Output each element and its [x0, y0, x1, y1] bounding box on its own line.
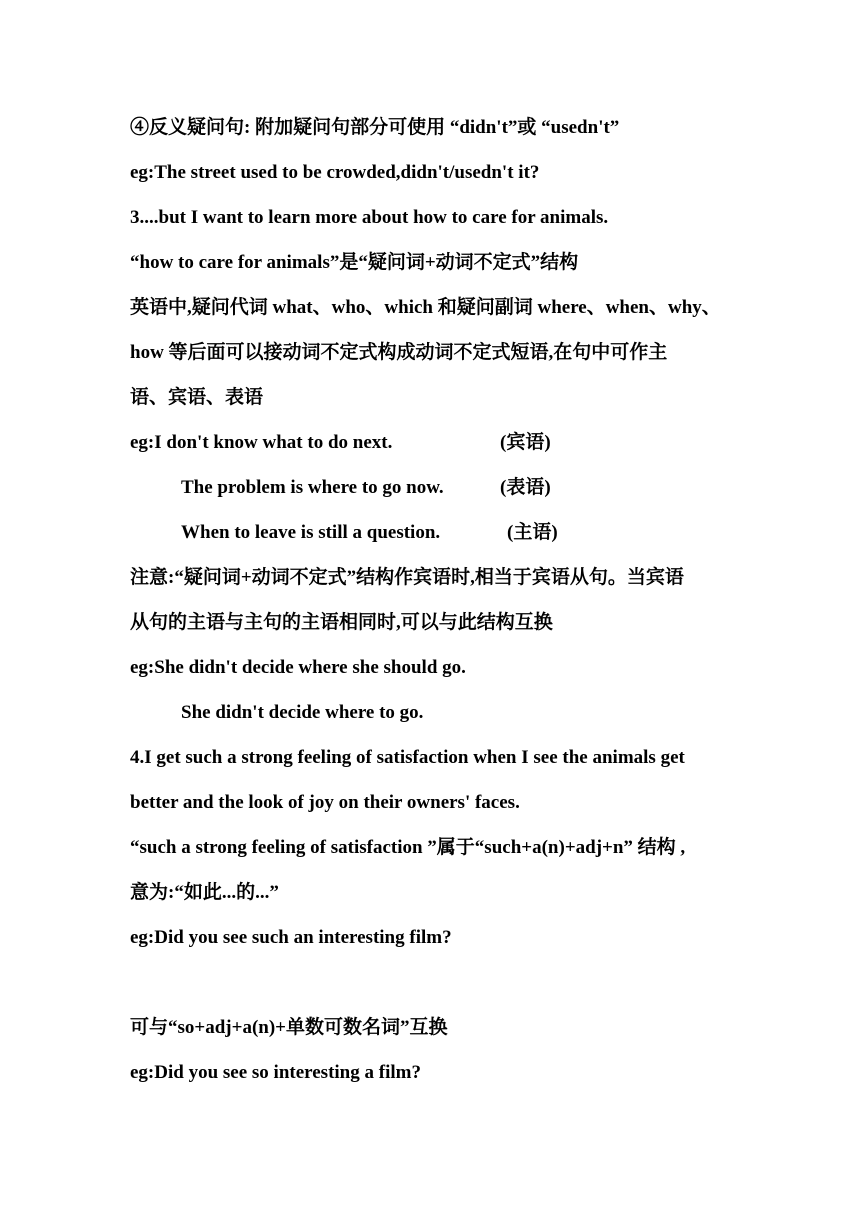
text-line-heading-4a: 4.I get such a strong feeling of satisfaction when I see the animals get: [130, 747, 685, 768]
text-line-example-clause: eg:She didn't decide where she should go.: [130, 657, 466, 678]
text-line-so-structure: 可与“so+adj+a(n)+单数可数名词”互换: [130, 1017, 448, 1038]
text-line-example-such: eg:Did you see such an interesting film?: [130, 927, 452, 948]
text-line-such-structure: “such a strong feeling of satisfaction ”属于“such+a(n)+adj+n” 结构 ,: [130, 837, 686, 858]
text-line-explanation-3: 语、宾语、表语: [130, 387, 264, 408]
text-line-note-1: 注意:“疑问词+动词不定式”结构作宾语时,相当于宾语从句。当宾语: [130, 567, 684, 588]
text-line-tag-question: ④反义疑问句: 附加疑问句部分可使用 “didn't”或 “usedn't”: [130, 117, 620, 138]
text-line-explanation-1: 英语中,疑问代词 what、who、which 和疑问副词 where、when、why、: [130, 297, 721, 318]
text-line-example-so: eg:Did you see so interesting a film?: [130, 1062, 421, 1083]
text-line-structure: “how to care for animals”是“疑问词+动词不定式”结构: [130, 252, 579, 273]
text-line-example-predicative: The problem is where to go now.: [181, 477, 444, 498]
text-line-heading-4b: better and the look of joy on their owners' faces.: [130, 792, 520, 813]
note-predicative: (表语): [500, 477, 551, 498]
text-line-example-infinitive: She didn't decide where to go.: [181, 702, 424, 723]
text-line-example-object: eg:I don't know what to do next.: [130, 432, 393, 453]
text-line-example-subject: When to leave is still a question.: [181, 522, 441, 543]
text-line-example-1: eg:The street used to be crowded,didn't/usedn't it?: [130, 162, 540, 183]
text-line-heading-3: 3....but I want to learn more about how to care for animals.: [130, 207, 609, 228]
text-line-explanation-2: how 等后面可以接动词不定式构成动词不定式短语,在句中可作主: [130, 342, 668, 363]
note-object: (宾语): [500, 432, 551, 453]
text-line-meaning: 意为:“如此...的...”: [130, 882, 279, 903]
text-line-note-2: 从句的主语与主句的主语相同时,可以与此结构互换: [130, 612, 553, 633]
note-subject: (主语): [507, 522, 558, 543]
